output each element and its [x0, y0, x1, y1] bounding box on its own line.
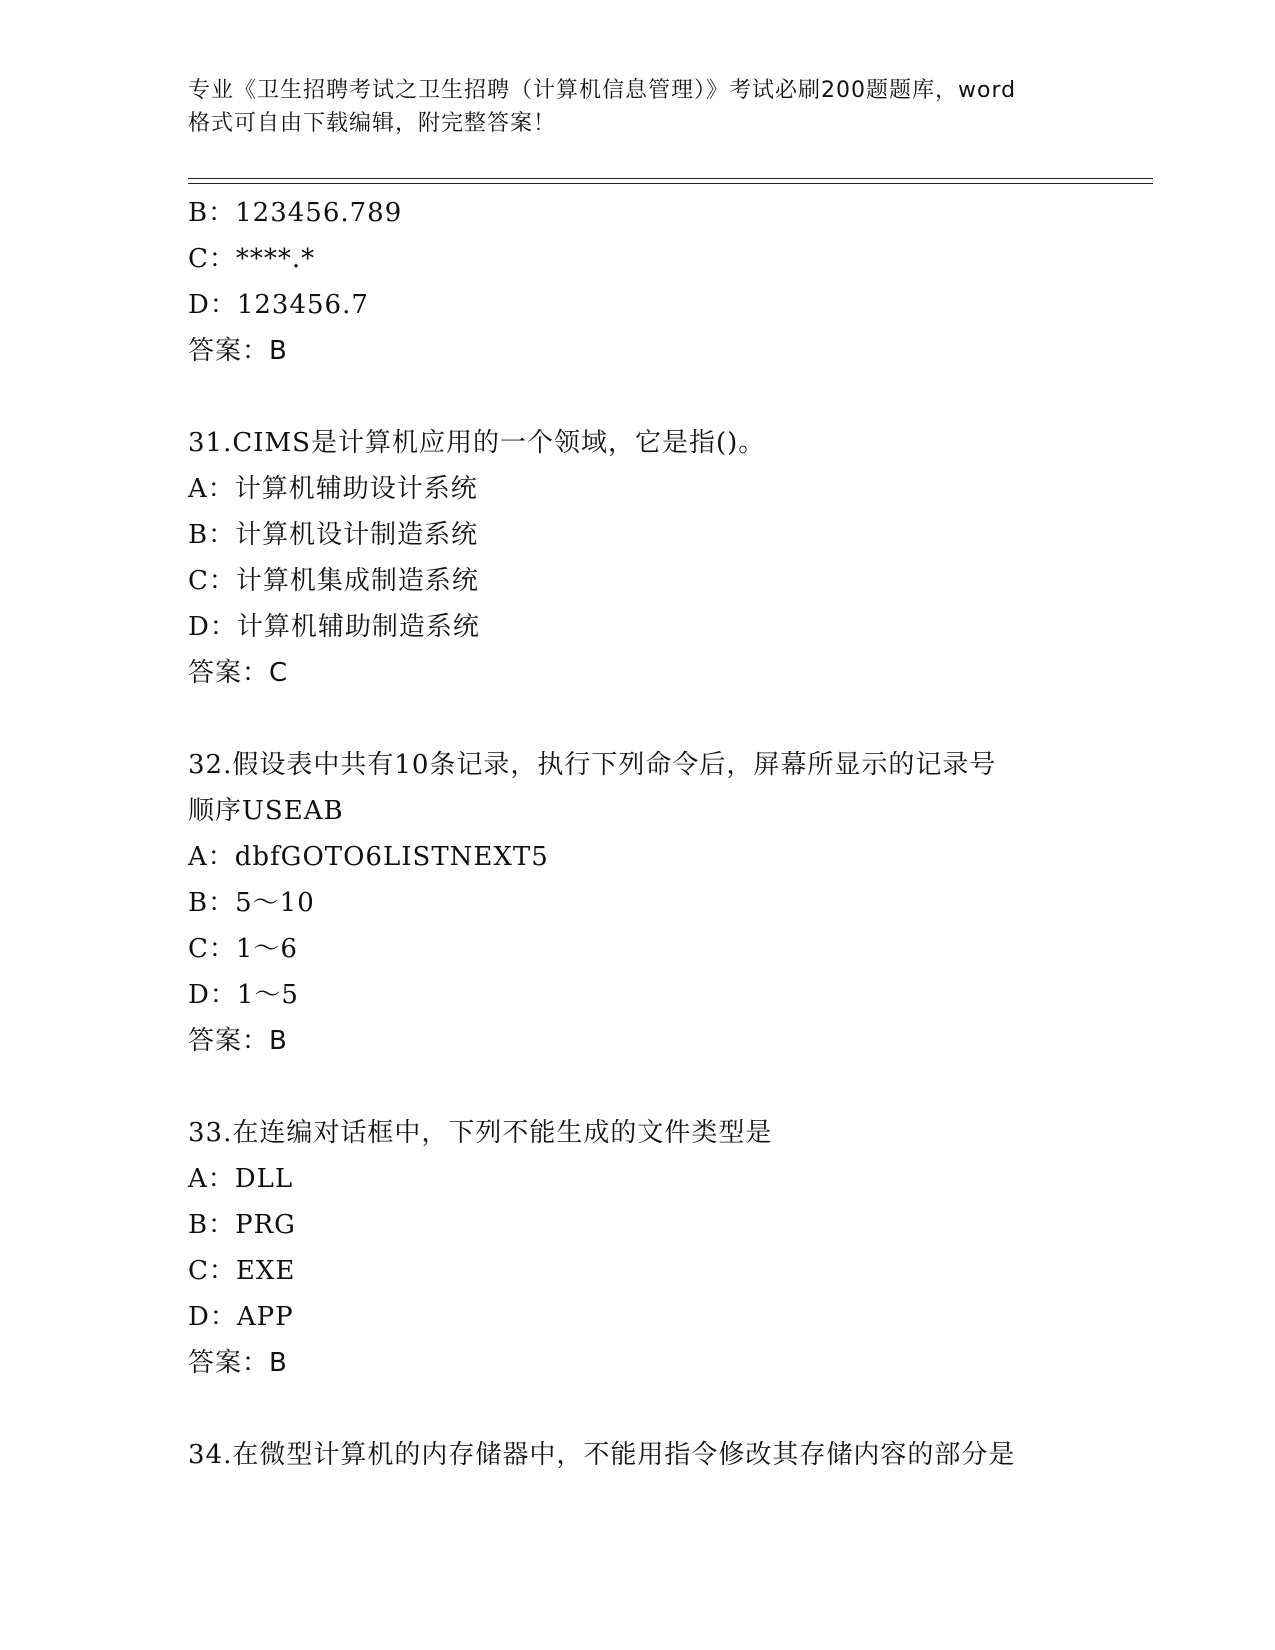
question-32: [188, 742, 1128, 1064]
option-c: C：计算机集成制造系统: [188, 566, 479, 596]
question-stem: 34.在微型计算机的内存储器中，不能用指令修改其存储内容的部分是: [188, 1440, 1016, 1470]
question-stem-continued: 顺序USEAB: [188, 796, 344, 826]
question-stem: 31.CIMS是计算机应用的一个领域，它是指()。: [188, 428, 766, 458]
option-c: C：****.*: [188, 244, 316, 274]
header-line-1: 专业《卫生招聘考试之卫生招聘（计算机信息管理）》考试必刷200题题库，word: [188, 78, 1017, 103]
spacer: [188, 1064, 1128, 1110]
option-a: A：DLL: [188, 1164, 294, 1194]
option-b: B：PRG: [188, 1210, 296, 1240]
option-c: C：1～6: [188, 934, 298, 964]
spacer: [188, 1386, 1128, 1432]
answer-line: 答案：B: [188, 1026, 288, 1056]
spacer: [188, 696, 1128, 742]
option-b: B：5～10: [188, 888, 315, 918]
option-c: C：EXE: [188, 1256, 296, 1286]
option-b: B：计算机设计制造系统: [188, 520, 479, 550]
question-stem: 32.假设表中共有10条记录，执行下列命令后，屏幕所显示的记录号: [188, 750, 997, 780]
answer-line: 答案：C: [188, 658, 289, 688]
option-b: B：123456.789: [188, 198, 403, 228]
header-rule-top: [188, 178, 1153, 179]
spacer: [188, 374, 1128, 420]
question-33: [188, 1110, 1128, 1386]
question-34: [188, 1432, 1128, 1478]
question-31: [188, 420, 1128, 696]
option-d: D：1～5: [188, 980, 299, 1010]
option-d: D：123456.7: [188, 290, 369, 320]
header-rule-bottom: [188, 183, 1153, 184]
header-line-2: 格式可自由下载编辑，附完整答案！: [188, 111, 557, 136]
continued-question: [188, 190, 1128, 374]
option-d: D：APP: [188, 1302, 294, 1332]
question-stem: 33.在连编对话框中，下列不能生成的文件类型是: [188, 1118, 773, 1148]
option-a: A：计算机辅助设计系统: [188, 474, 478, 504]
option-a: A：dbfGOTO6LISTNEXT5: [188, 842, 549, 872]
answer-line: 答案：B: [188, 1348, 288, 1378]
answer-line: 答案：B: [188, 336, 288, 366]
option-d: D：计算机辅助制造系统: [188, 612, 480, 642]
question-list: [188, 190, 1128, 1478]
document-header: [188, 74, 1088, 140]
